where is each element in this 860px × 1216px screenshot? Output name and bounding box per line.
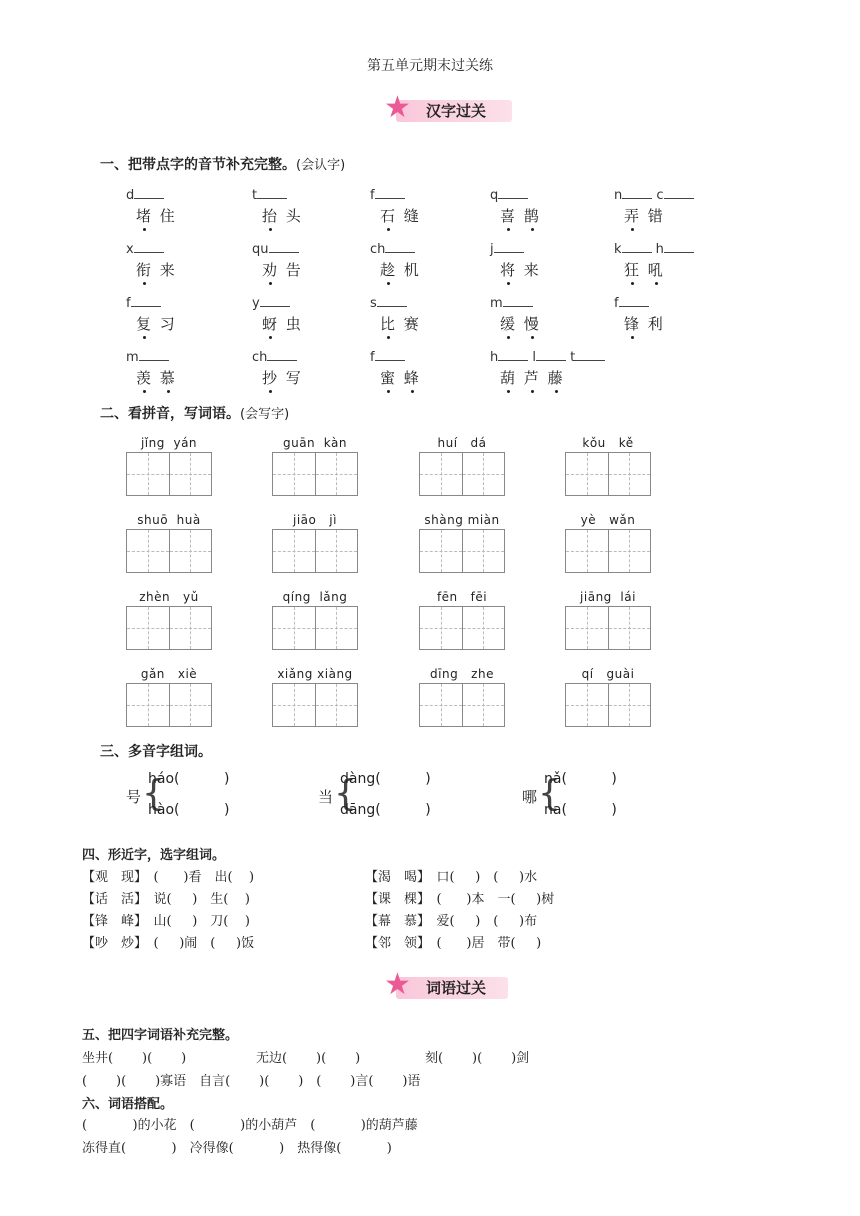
writing-grid[interactable] xyxy=(272,606,358,650)
syllable-blank[interactable]: m xyxy=(126,348,177,365)
pinyin-label: shàng miàn xyxy=(424,513,500,527)
polyphonic-character: 号 xyxy=(126,788,142,806)
character: 头 xyxy=(285,207,303,225)
similar-char-row[interactable]: 【锋 峰】 山( ) 刀( ) xyxy=(82,914,250,929)
section-5-heading: 五、把四字词语补充完整。 xyxy=(82,1028,239,1043)
character: 衔 xyxy=(136,261,154,279)
pinyin-label: jiāo jì xyxy=(293,513,337,527)
writing-grid[interactable] xyxy=(126,452,212,496)
writing-cell[interactable] xyxy=(566,453,608,495)
writing-cell[interactable] xyxy=(127,607,169,649)
writing-cell[interactable] xyxy=(315,453,358,495)
word-box xyxy=(419,436,505,496)
writing-cell[interactable] xyxy=(608,684,651,726)
writing-grid[interactable] xyxy=(272,683,358,727)
character: 复 xyxy=(136,315,154,333)
character: 抄 xyxy=(262,369,280,387)
writing-cell[interactable] xyxy=(273,607,315,649)
character: 缓 xyxy=(500,315,518,333)
character: 虫 xyxy=(285,315,303,333)
writing-cell[interactable] xyxy=(169,530,212,572)
reading-blank[interactable]: nǎ( ) xyxy=(544,771,617,787)
syllable-item xyxy=(252,294,303,334)
section-6-heading: 六、词语搭配。 xyxy=(82,1097,174,1112)
character: 慢 xyxy=(523,315,541,333)
pinyin-label: zhèn yǔ xyxy=(139,590,199,604)
writing-grid[interactable] xyxy=(565,683,651,727)
writing-cell[interactable] xyxy=(566,530,608,572)
syllable-item xyxy=(252,348,303,388)
writing-grid[interactable] xyxy=(419,529,505,573)
writing-grid[interactable] xyxy=(419,452,505,496)
character: 蜜 xyxy=(380,369,398,387)
writing-grid[interactable] xyxy=(419,606,505,650)
writing-cell[interactable] xyxy=(462,530,505,572)
writing-grid[interactable] xyxy=(272,529,358,573)
syllable-item xyxy=(490,240,541,280)
writing-cell[interactable] xyxy=(127,530,169,572)
brace-icon: { xyxy=(334,773,357,814)
brace-icon: { xyxy=(538,773,561,814)
reading-blank[interactable]: dàng( ) xyxy=(340,771,431,787)
writing-cell[interactable] xyxy=(273,530,315,572)
syllable-item xyxy=(252,240,303,280)
syllable-item xyxy=(614,240,694,280)
writing-grid[interactable] xyxy=(565,529,651,573)
syllable-item xyxy=(126,348,177,388)
character: 石 xyxy=(380,207,398,225)
writing-cell[interactable] xyxy=(462,607,505,649)
character: 写 xyxy=(285,369,303,387)
word-box xyxy=(565,513,651,573)
writing-cell[interactable] xyxy=(273,453,315,495)
syllable-blank[interactable]: qu xyxy=(252,240,303,257)
character: 错 xyxy=(647,207,665,225)
character: 劝 xyxy=(262,261,280,279)
writing-cell[interactable] xyxy=(273,684,315,726)
syllable-blank[interactable]: x xyxy=(126,240,177,257)
similar-char-row[interactable]: 【课 棵】 ( )本 一( )树 xyxy=(365,892,555,907)
page-title: 第五单元期末过关练 xyxy=(367,58,493,74)
similar-char-row[interactable]: 【幕 慕】 爱( ) ( )布 xyxy=(365,914,538,929)
writing-cell[interactable] xyxy=(127,684,169,726)
fill-blank[interactable]: 无边( )( ) xyxy=(256,1051,361,1066)
writing-grid[interactable] xyxy=(565,452,651,496)
syllable-item xyxy=(370,348,421,388)
writing-cell[interactable] xyxy=(420,530,462,572)
word-box xyxy=(272,667,358,727)
fill-blank[interactable]: ( )的小花 ( )的小葫芦 ( )的葫芦藤 xyxy=(82,1118,418,1133)
writing-cell[interactable] xyxy=(566,607,608,649)
character: 告 xyxy=(285,261,303,279)
fill-blank[interactable]: 冻得直( ) 冷得像( ) 热得像( ) xyxy=(82,1141,392,1156)
pinyin-label: dīng zhe xyxy=(430,667,494,681)
syllable-item xyxy=(490,186,541,226)
pinyin-label: jǐng yán xyxy=(140,436,198,450)
writing-cell[interactable] xyxy=(608,530,651,572)
syllable-blank[interactable]: t xyxy=(252,186,303,203)
pinyin-label: shuō huà xyxy=(137,513,201,527)
character: 利 xyxy=(647,315,665,333)
character: 喜 xyxy=(500,207,518,225)
word-box xyxy=(272,513,358,573)
polyphonic-character: 当 xyxy=(318,788,334,806)
pinyin-label: guān kàn xyxy=(282,436,347,450)
pinyin-label: fēn fēi xyxy=(436,590,488,604)
writing-grid[interactable] xyxy=(565,606,651,650)
character: 芦 xyxy=(523,369,541,387)
section-4-heading: 四、形近字，选字组词。 xyxy=(82,848,226,863)
syllable-item xyxy=(490,294,541,334)
similar-char-row[interactable]: 【吵 炒】 ( )闹 ( )饭 xyxy=(82,936,255,951)
section-1-heading: 一、把带点字的音节补充完整。(会认字) xyxy=(100,157,346,173)
writing-cell[interactable] xyxy=(169,607,212,649)
syllable-item xyxy=(370,294,421,334)
reading-blank[interactable]: na( ) xyxy=(544,802,617,818)
writing-cell[interactable] xyxy=(462,684,505,726)
word-box xyxy=(419,590,505,650)
syllable-blank[interactable]: s xyxy=(370,294,421,311)
syllable-item xyxy=(490,348,605,388)
banner-label: 词语过关 xyxy=(426,979,487,997)
character: 吼 xyxy=(647,261,665,279)
character: 来 xyxy=(159,261,177,279)
similar-char-row[interactable]: 【观 现】 ( )看 出( ) xyxy=(82,870,255,885)
character: 锋 xyxy=(624,315,642,333)
syllable-item xyxy=(370,240,421,280)
writing-cell[interactable] xyxy=(420,453,462,495)
writing-cell[interactable] xyxy=(420,607,462,649)
word-box xyxy=(272,590,358,650)
character: 将 xyxy=(500,261,518,279)
pinyin-label: jiāng lái xyxy=(580,590,636,604)
section-2-heading: 二、看拼音，写词语。(会写字) xyxy=(100,406,290,422)
character: 狂 xyxy=(624,261,642,279)
writing-cell[interactable] xyxy=(315,684,358,726)
character: 缝 xyxy=(403,207,421,225)
character: 藤 xyxy=(547,369,565,387)
syllable-item xyxy=(614,294,665,334)
section-banner xyxy=(384,90,512,126)
syllable-blank[interactable]: ch xyxy=(370,240,421,257)
character: 堵 xyxy=(136,207,154,225)
syllable-item xyxy=(614,186,694,226)
writing-cell[interactable] xyxy=(608,607,651,649)
character: 葫 xyxy=(500,369,518,387)
word-box xyxy=(565,590,651,650)
pinyin-label: huí dá xyxy=(437,436,487,450)
reading-blank[interactable]: dāng( ) xyxy=(340,802,431,818)
syllable-blank[interactable]: d xyxy=(126,186,177,203)
writing-grid[interactable] xyxy=(126,683,212,727)
character: 慕 xyxy=(159,369,177,387)
brace-icon: { xyxy=(142,773,165,814)
syllable-item xyxy=(126,240,177,280)
syllable-item xyxy=(252,186,303,226)
writing-cell[interactable] xyxy=(566,684,608,726)
syllable-blank[interactable]: n c xyxy=(614,186,694,203)
character: 鹊 xyxy=(523,207,541,225)
character: 抬 xyxy=(262,207,280,225)
syllable-blank[interactable]: h l t xyxy=(490,348,605,365)
word-box xyxy=(565,667,651,727)
pinyin-label: xiǎng xiàng xyxy=(277,667,353,681)
word-box xyxy=(126,436,212,496)
word-box xyxy=(126,513,212,573)
syllable-blank[interactable]: f xyxy=(614,294,665,311)
character: 赛 xyxy=(403,315,421,333)
fill-blank[interactable]: ( )( )寡语 自言( )( ) ( )言( )语 xyxy=(82,1074,421,1089)
word-box xyxy=(419,667,505,727)
banner-label: 汉字过关 xyxy=(426,102,487,120)
pinyin-label: yè wǎn xyxy=(580,513,636,527)
pinyin-label: qí guài xyxy=(581,667,635,681)
character: 来 xyxy=(523,261,541,279)
syllable-blank[interactable]: k h xyxy=(614,240,694,257)
writing-cell[interactable] xyxy=(315,530,358,572)
pinyin-label: kǒu kě xyxy=(582,436,634,450)
character: 习 xyxy=(159,315,177,333)
section-3-heading: 三、多音字组词。 xyxy=(100,744,212,760)
character: 趁 xyxy=(380,261,398,279)
pinyin-label: qíng lǎng xyxy=(282,590,348,604)
word-box xyxy=(126,667,212,727)
fill-blank[interactable]: 坐井( )( ) xyxy=(82,1051,187,1066)
syllable-blank[interactable]: f xyxy=(370,186,421,203)
writing-grid[interactable] xyxy=(126,529,212,573)
polyphonic-character: 哪 xyxy=(522,788,538,806)
syllable-blank[interactable]: j xyxy=(490,240,541,257)
reading-blank[interactable]: hào( ) xyxy=(148,802,230,818)
syllable-item xyxy=(370,186,421,226)
word-box xyxy=(419,513,505,573)
writing-grid[interactable] xyxy=(126,606,212,650)
word-box xyxy=(565,436,651,496)
writing-cell[interactable] xyxy=(315,607,358,649)
similar-char-row[interactable]: 【渴 喝】 口( ) ( )水 xyxy=(365,870,538,885)
syllable-item xyxy=(126,294,177,334)
pinyin-label: gǎn xiè xyxy=(140,667,198,681)
syllable-blank[interactable]: m xyxy=(490,294,541,311)
writing-cell[interactable] xyxy=(462,453,505,495)
section-banner xyxy=(384,967,508,1003)
writing-cell[interactable] xyxy=(127,453,169,495)
character: 羡 xyxy=(136,369,154,387)
similar-char-row[interactable]: 【邻 领】 ( )居 带( ) xyxy=(365,936,542,951)
syllable-blank[interactable]: y xyxy=(252,294,303,311)
writing-cell[interactable] xyxy=(169,684,212,726)
writing-cell[interactable] xyxy=(608,453,651,495)
syllable-item xyxy=(126,186,177,226)
syllable-blank[interactable]: q xyxy=(490,186,541,203)
writing-grid[interactable] xyxy=(419,683,505,727)
character: 机 xyxy=(403,261,421,279)
character: 住 xyxy=(159,207,177,225)
word-box xyxy=(126,590,212,650)
fill-blank[interactable]: 刻( )( )剑 xyxy=(425,1051,530,1066)
syllable-blank[interactable]: f xyxy=(126,294,177,311)
word-box xyxy=(272,436,358,496)
character: 蜂 xyxy=(403,369,421,387)
star-icon: ★ xyxy=(384,90,411,125)
writing-cell[interactable] xyxy=(420,684,462,726)
star-icon: ★ xyxy=(384,967,411,1002)
syllable-blank[interactable]: f xyxy=(370,348,421,365)
writing-cell[interactable] xyxy=(169,453,212,495)
writing-grid[interactable] xyxy=(272,452,358,496)
syllable-blank[interactable]: ch xyxy=(252,348,303,365)
reading-blank[interactable]: háo( ) xyxy=(148,771,230,787)
character: 比 xyxy=(380,315,398,333)
character: 蚜 xyxy=(262,315,280,333)
character: 弄 xyxy=(624,207,642,225)
similar-char-row[interactable]: 【话 活】 说( ) 生( ) xyxy=(82,892,250,907)
